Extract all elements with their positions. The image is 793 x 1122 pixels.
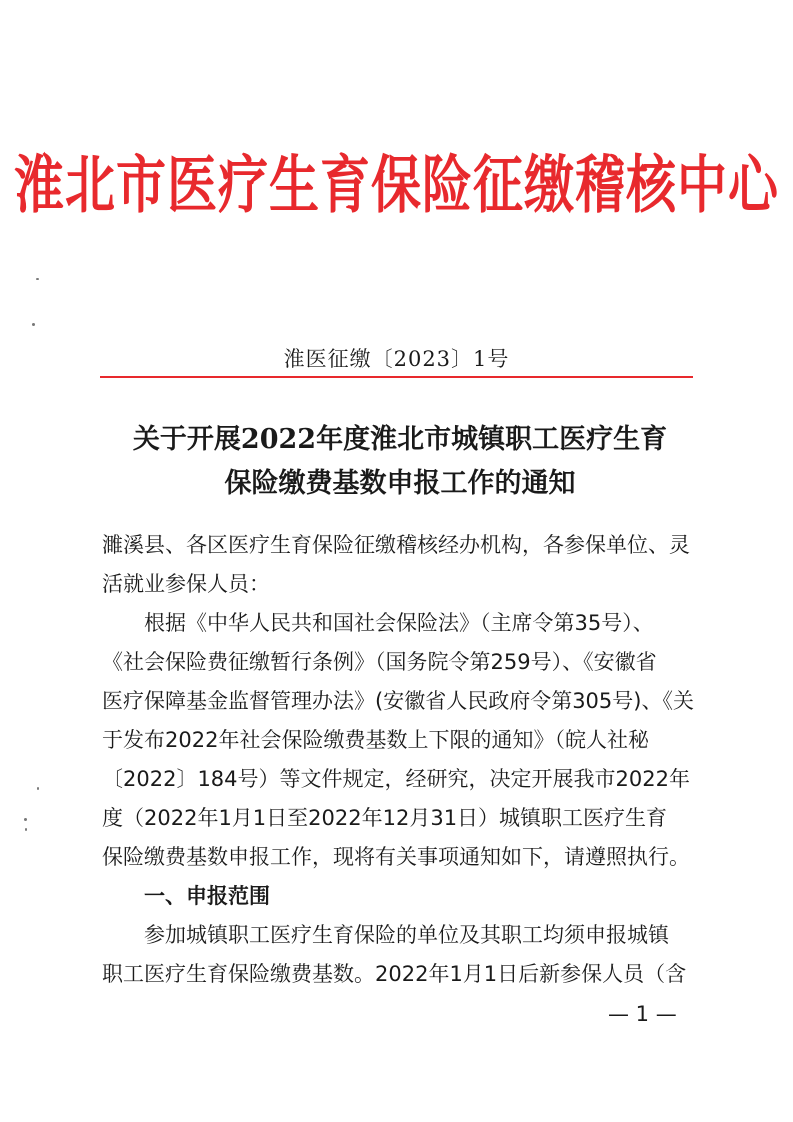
title-line-2: 保险缴费基数申报工作的通知 — [224, 468, 576, 499]
scan-speck — [24, 818, 27, 821]
body-line: 保险缴费基数申报工作，现将有关事项通知如下，请遵照执行。 — [102, 845, 690, 869]
body-line: 职工医疗生育保险缴费基数。2022年1月1日后新参保人员（含 — [102, 962, 687, 986]
body-line: 活就业参保人员： — [102, 572, 270, 596]
notice-body — [102, 526, 692, 994]
body-line: 《社会保险费征缴暂行条例》（国务院令第259号）、《安徽省 — [102, 650, 657, 674]
scan-speck — [25, 828, 27, 831]
body-line: 医疗保障基金监督管理办法》(安徽省人民政府令第305号)、《关 — [102, 689, 694, 713]
title-line-1: 关于开展2022年度淮北市城镇职工医疗生育 — [132, 424, 668, 455]
page-number: — 1 — — [608, 1002, 677, 1026]
body-line: 〔2022〕184号）等文件规定，经研究，决定开展我市2022年 — [102, 767, 690, 791]
document-number: 淮医征缴〔2023〕1号 — [283, 347, 510, 371]
body-line: 度（2022年1月1日至2022年12月31日）城镇职工医疗生育 — [102, 806, 668, 830]
body-line: 根据《中华人民共和国社会保险法》（主席令第35号）、 — [144, 611, 654, 635]
letterhead-title: 淮北市医疗生育保险征缴稽核中心 — [14, 147, 779, 222]
red-divider-line — [100, 376, 693, 378]
notice-title — [95, 418, 705, 506]
body-line: 于发布2022年社会保险缴费基数上下限的通知》（皖人社秘 — [102, 728, 649, 752]
scan-speck — [36, 278, 39, 280]
section-heading: 一、申报范围 — [144, 884, 270, 908]
body-line: 参加城镇职工医疗生育保险的单位及其职工均须申报城镇 — [144, 923, 669, 947]
scan-speck — [32, 323, 35, 326]
body-line: 濉溪县、各区医疗生育保险征缴稽核经办机构，各参保单位、灵 — [102, 533, 690, 557]
scan-speck — [37, 787, 39, 790]
